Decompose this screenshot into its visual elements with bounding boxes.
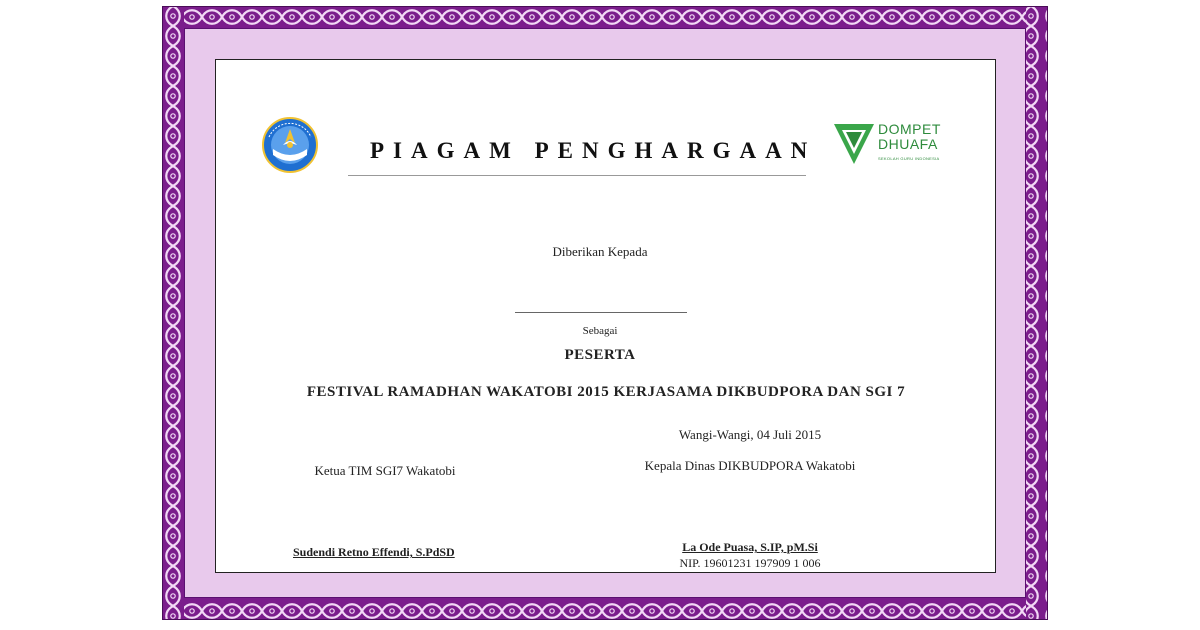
as-label: Sebagai bbox=[582, 325, 618, 337]
dd-line2: DHUAFA bbox=[878, 136, 938, 152]
title-underline bbox=[348, 175, 806, 176]
dompet-dhuafa-mark-icon bbox=[832, 120, 876, 166]
role-title: PESERTA bbox=[564, 347, 636, 363]
tut-wuri-handayani-emblem-icon bbox=[261, 115, 319, 177]
given-to-label: Diberikan Kepada bbox=[552, 244, 648, 259]
right-signer-name: La Ode Puasa, S.IP, pM.Si bbox=[682, 540, 818, 554]
dd-tagline: SEKOLAH GURU INDONESIA bbox=[878, 156, 940, 161]
dompet-dhuafa-text bbox=[878, 122, 941, 152]
event-title: FESTIVAL RAMADHAN WAKATOBI 2015 KERJASAMA DIKBUDPORA DAN SGI 7 bbox=[306, 384, 906, 400]
left-signer-position: Ketua TIM SGI7 Wakatobi bbox=[314, 463, 456, 478]
place-date: Wangi-Wangi, 04 Juli 2015 bbox=[678, 427, 822, 442]
right-signer-nip: NIP. 19601231 197909 1 006 bbox=[679, 556, 821, 570]
recipient-name-line bbox=[515, 312, 687, 313]
dd-line1: DOMPET bbox=[878, 121, 941, 137]
right-signer-position: Kepala Dinas DIKBUDPORA Wakatobi bbox=[644, 458, 856, 473]
dompet-dhuafa-logo bbox=[832, 120, 947, 170]
certificate-title: PIAGAM PENGHARGAAN bbox=[370, 138, 817, 163]
left-signer-name: Sudendi Retno Effendi, S.PdSD bbox=[293, 545, 455, 559]
